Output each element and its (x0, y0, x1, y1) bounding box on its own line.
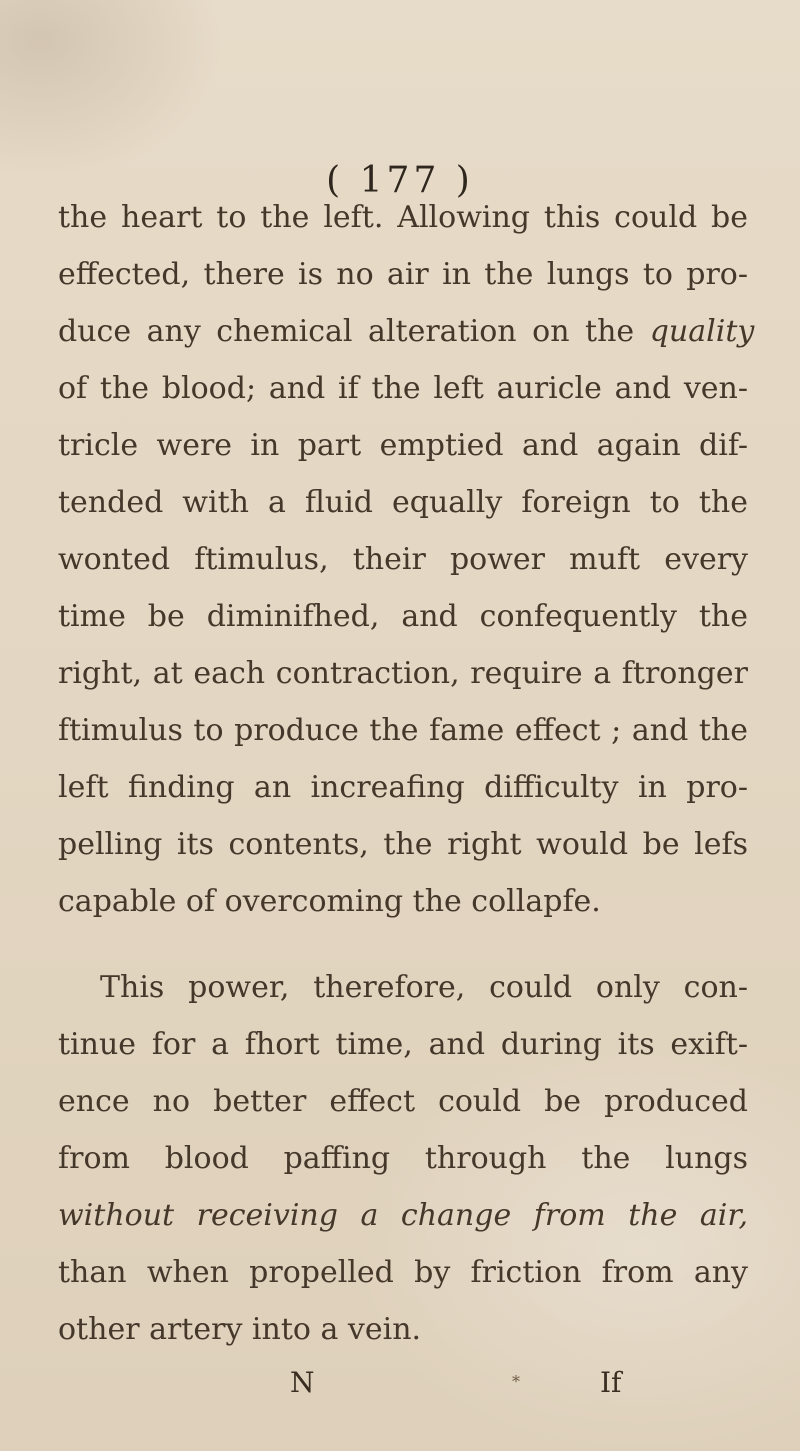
text-line: the heart to the left. Allowing this could be (58, 200, 748, 235)
text-line: tricle were in part emptied and again dif- (58, 428, 748, 463)
text-line: wonted ftimulus, their power muft every (58, 542, 748, 577)
page-number: ( 177 ) (326, 160, 474, 201)
signature-mark: N (290, 1366, 315, 1399)
text-line: ence no better effect could be produced (58, 1084, 748, 1119)
text-line: effected, there is no air in the lungs to pro- (58, 257, 748, 292)
italic-word: quality (649, 314, 755, 349)
catchword: If (600, 1366, 622, 1399)
italic-text-line (58, 1196, 748, 1236)
text-line: tinue for a fhort time, and during its exift- (58, 1027, 748, 1062)
printer-mark: * (512, 1372, 520, 1391)
text-line: ftimulus to produce the fame effect ; and the (58, 713, 748, 748)
text-line: from blood paffing through the lungs (58, 1141, 748, 1176)
text-line: of the blood; and if the left auricle and ven- (58, 371, 748, 406)
text-line: time be diminifhed, and confequently the (58, 599, 748, 634)
text-line-with-italic (58, 312, 755, 352)
italic-phrase: without receiving a change from the air, (58, 1198, 748, 1233)
text-line: capable of overcoming the collapfe. (58, 884, 601, 919)
text-line: right, at each contraction, require a ftronger (58, 656, 748, 691)
text-line: than when propelled by friction from any (58, 1255, 748, 1290)
text-line: other artery into a vein. (58, 1312, 422, 1347)
text-line: left finding an increafing difficulty in pro- (58, 770, 748, 805)
text-line: This power, therefore, could only con- (100, 970, 748, 1005)
text-line: tended with a fluid equally foreign to the (58, 485, 748, 520)
text-fragment: duce any chemical alteration on the (58, 314, 650, 349)
text-line: pelling its contents, the right would be lefs (58, 827, 748, 862)
